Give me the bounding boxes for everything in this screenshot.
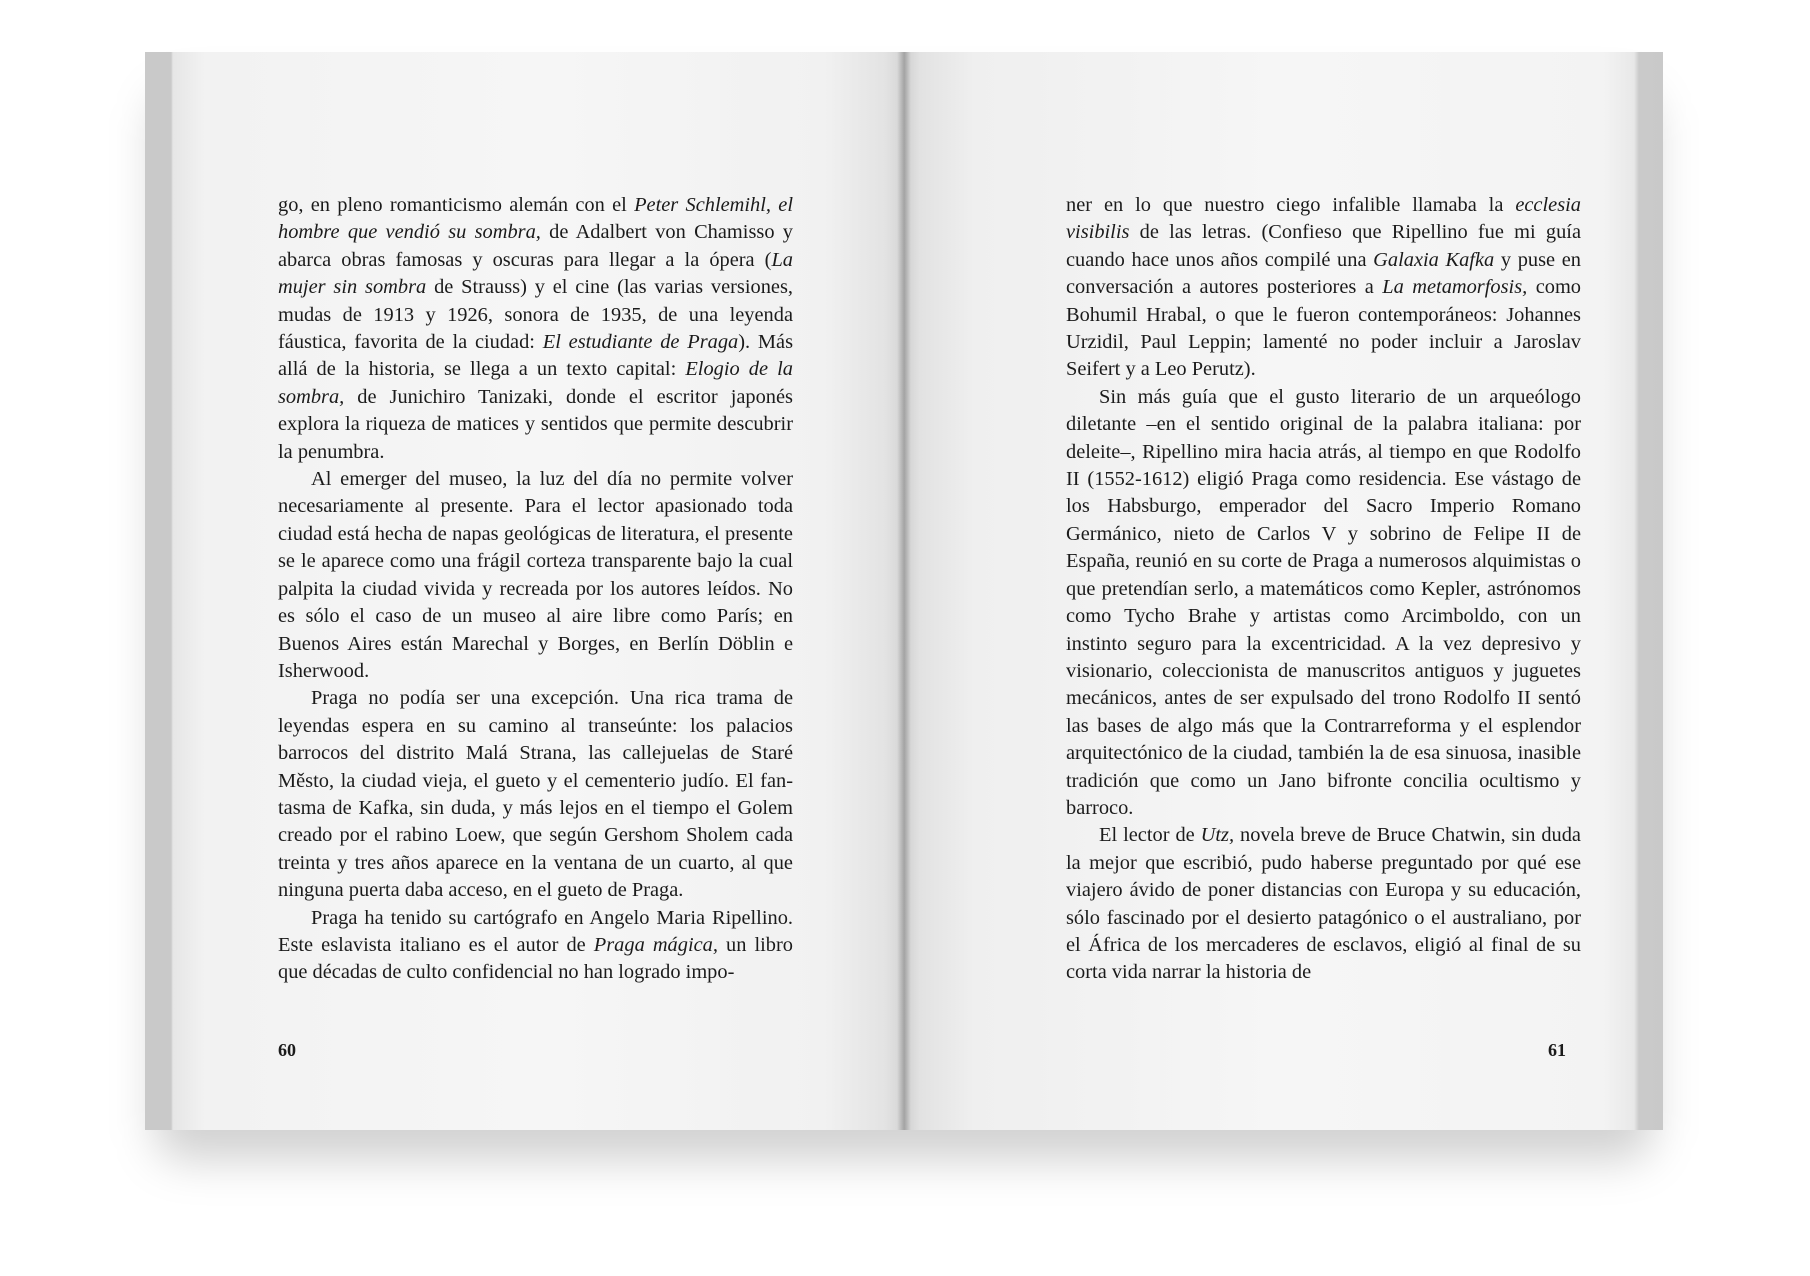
- text-run: novela breve de Bruce Chatwin, sin duda la mejor que escribió, pudo haberse preguntado por qué ese viajero ávido de poner distancias con Europa y su educación, sólo fascinado por el desierto patagónico o el australiano, por el África de los mercaderes de esclavos, eligió al final de su corta vida narrar la historia de: [1066, 824, 1581, 984]
- right-page-text: [1066, 192, 1581, 987]
- text-run: de Adalbert von Chamisso y abarca obras famosas y oscuras para llegar a la ópera (: [278, 221, 793, 271]
- paragraph: [278, 905, 793, 987]
- text-run: Al emerger del museo, la luz del día no permite volver necesariamente al presente. Para el lector apasionado toda ciudad está hecha de napas geológicas de literatura, el presente se le aparece como una frágil corteza transparente bajo la cual palpita la ciudad vivida y recreada por los autores leídos. No es sólo el caso de un museo al aire libre como París; en Buenos Aires están Marechal y Borges, en Berlín Döblin e Isherwood.: [278, 468, 793, 682]
- text-run: El lector de: [1099, 824, 1201, 847]
- text-run: Praga no podía ser una excepción. Una rica trama de leyendas espera en su camino al transeúnte: los palacios barrocos del distrito Malá Strana, las callejuelas de Staré Město, la ciudad vieja, el gueto y el cementerio judío. El fantasma de Kafka, sin duda, y más lejos en el tiempo el Golem creado por el rabino Loew, que según Gershom Sholem cada treinta y tres años aparece en la ventana de un cuarto, al que ninguna puerta daba acceso, en el gueto de Praga.: [278, 687, 793, 902]
- text-run: como Bohumil Hrabal, o que le fueron contemporáneos: Johannes Urzidil, Paul Leppin; lamenté no poder incluir a Jaroslav Seifert y a Leo Perutz).: [1066, 276, 1581, 381]
- text-run: de Junichiro Tanizaki, donde el escritor japonés explora la riqueza de matices y sentidos que permite descubrir la penumbra.: [278, 385, 793, 463]
- paragraph: [278, 685, 793, 904]
- italic-title: Elogio de la sombra,: [278, 358, 793, 408]
- text-run: ). Más allá de la historia, se llega a un texto capital:: [278, 331, 794, 381]
- italic-title: El estudiante de Praga: [542, 331, 739, 354]
- text-run: de Strauss) y el cine (las varias versiones, mudas de 1913 y 1926, sonora de 1935, de una leyenda fáustica, favorita de la ciudad:: [278, 276, 793, 354]
- italic-title: La mujer sin sombra: [278, 248, 793, 299]
- italic-title: ecclesia visibilis: [1066, 194, 1581, 244]
- text-run: go, en pleno romanticismo alemán con el: [278, 194, 635, 216]
- paragraph: [278, 192, 793, 466]
- paragraph: [1066, 822, 1581, 986]
- paragraph: [1066, 192, 1581, 384]
- text-run: y puse en conversación a autores posteriores a: [1066, 248, 1581, 299]
- text-run: Praga ha tenido su cartógrafo en Angelo Maria Ripellino. Este eslavista italiano es el autor de: [278, 906, 793, 956]
- text-run: ner en lo que nuestro ciego infalible llamaba la: [1066, 194, 1516, 216]
- open-book: [145, 52, 1663, 1130]
- left-page: [145, 52, 904, 1130]
- page-number: 60: [278, 1040, 296, 1060]
- italic-title: Galaxia Kafka: [1373, 248, 1495, 271]
- page-number: 61: [1548, 1040, 1566, 1060]
- text-run: de las letras. (Confieso que Ripellino fue mi guía cuando hace unos años compilé una: [1066, 221, 1581, 271]
- paragraph: [278, 466, 793, 685]
- paragraph: [1066, 384, 1581, 823]
- italic-title: Peter Schlemihl, el hombre que vendió su sombra,: [278, 194, 793, 244]
- left-page-text: [278, 192, 793, 987]
- text-run: Sin más guía que el gusto literario de un arqueólogo diletante –en el sentido original de la palabra italiana: por deleite–, Ripellino mira hacia atrás, al tiempo en que Rodolfo II (1552-1612) eligió Praga como residencia. Ese vástago de los Habsburgo, emperador del Sacro Imperio Romano Germánico, nieto de Carlos V y sobrino de Felipe II de España, reunió en su corte de Praga a numerosos alquimistas o que pretendían serlo, a matemáticos como Kepler, astrónomos como Tycho Brahe y artistas como Arcimboldo, con un instinto seguro para la excentricidad. A la vez depresivo y visionario, coleccionista de manuscritos antiguos y juguetes mecánicos, antes de ser expulsado del trono Rodolfo II sentó las bases de algo más que la Contrarreforma y el esplendor arquitectónico de la ciudad, también la de esa sinuosa, inasible tradición que como un Jano bifronte concilia ocultismo y barroco.: [1066, 385, 1581, 819]
- italic-title: Praga mágica,: [593, 933, 718, 956]
- italic-title: Utz,: [1200, 824, 1235, 847]
- right-page: [904, 52, 1663, 1130]
- book-gutter: [897, 52, 911, 1130]
- italic-title: La metamorfosis,: [1382, 276, 1528, 299]
- text-run: un libro que décadas de culto confidencial no han logrado impo-: [278, 933, 793, 984]
